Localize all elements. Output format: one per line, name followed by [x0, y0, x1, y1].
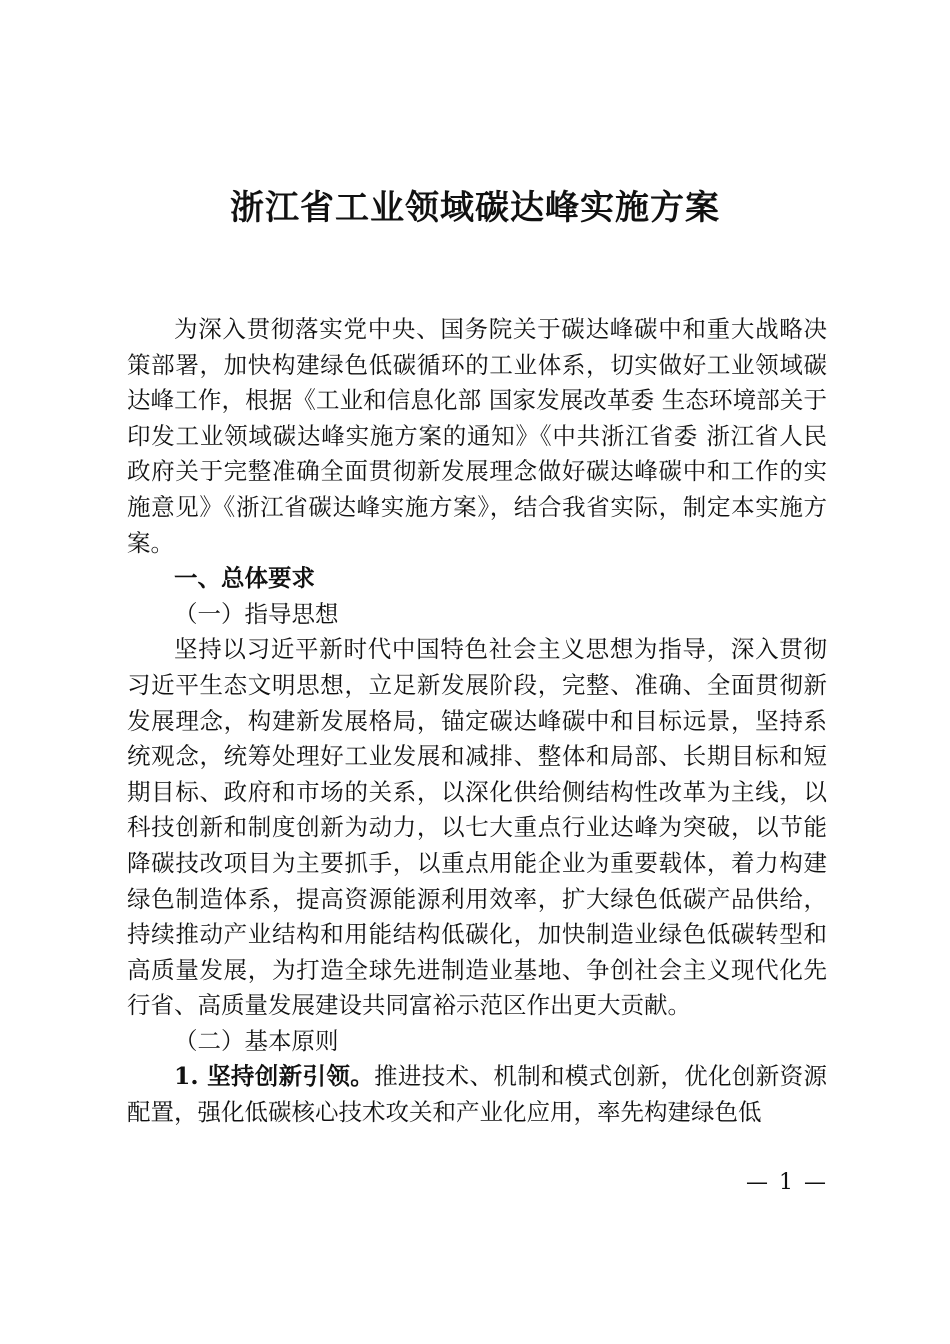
- section-heading-overall-requirements: 一、总体要求: [174, 564, 315, 593]
- document-body: [127, 312, 827, 1131]
- guiding-ideology-paragraph: 坚持以习近平新时代中国特色社会主义思想为指导，深入贯彻习近平生态文明思想，立足新发展阶段，完整、准确、全面贯彻新发展理念，构建新发展格局，锚定碳达峰碳中和目标远景，坚持系统观念，统筹处理好工业发展和减排、整体和局部、长期目标和短期目标、政府和市场的关系，以深化供给侧结构性改革为主线，以科技创新和制度创新为动力，以七大重点行业达峰为突破，以节能降碳技改项目为主要抓手，以重点用能企业为重要载体，着力构建绿色制造体系，提高资源能源利用效率，扩大绿色低碳产品供给，持续推动产业结构和用能结构低碳化，加快制造业绿色低碳转型和高质量发展，为打造全球先进制造业基地、争创社会主义现代化先行省、高质量发展建设共同富裕示范区作出更大贡献。: [127, 635, 827, 1020]
- subsection-heading-basic-principles: （二）基本原则: [174, 1026, 339, 1055]
- page-number: — 1 —: [746, 1170, 828, 1195]
- principle-lead: 1. 坚持创新引领。: [174, 1062, 375, 1091]
- subsection-heading-guiding-ideology: （一）指导思想: [174, 599, 339, 628]
- document-title: 浙江省工业领域碳达峰实施方案: [230, 188, 720, 228]
- principle-text: 推进技术、机制和模式创新，优化创新资源配置，强化低碳核心技术攻关和产业化应用，率先构建绿色低: [127, 1062, 828, 1127]
- intro-paragraph: 为深入贯彻落实党中央、国务院关于碳达峰碳中和重大战略决策部署，加快构建绿色低碳循环的工业体系，切实做好工业领域碳达峰工作，根据《工业和信息化部 国家发展改革委 生态环境部关于印发工业领域碳达峰实施方案的通知》《中共浙江省委 浙江省人民政府关于完整准确全面贯彻新发展理念做好碳达峰碳中和工作的实施意见》《浙江省碳达峰实施方案》，结合我省实际，制定本实施方案。: [127, 315, 827, 557]
- principle-paragraph: [127, 1059, 827, 1130]
